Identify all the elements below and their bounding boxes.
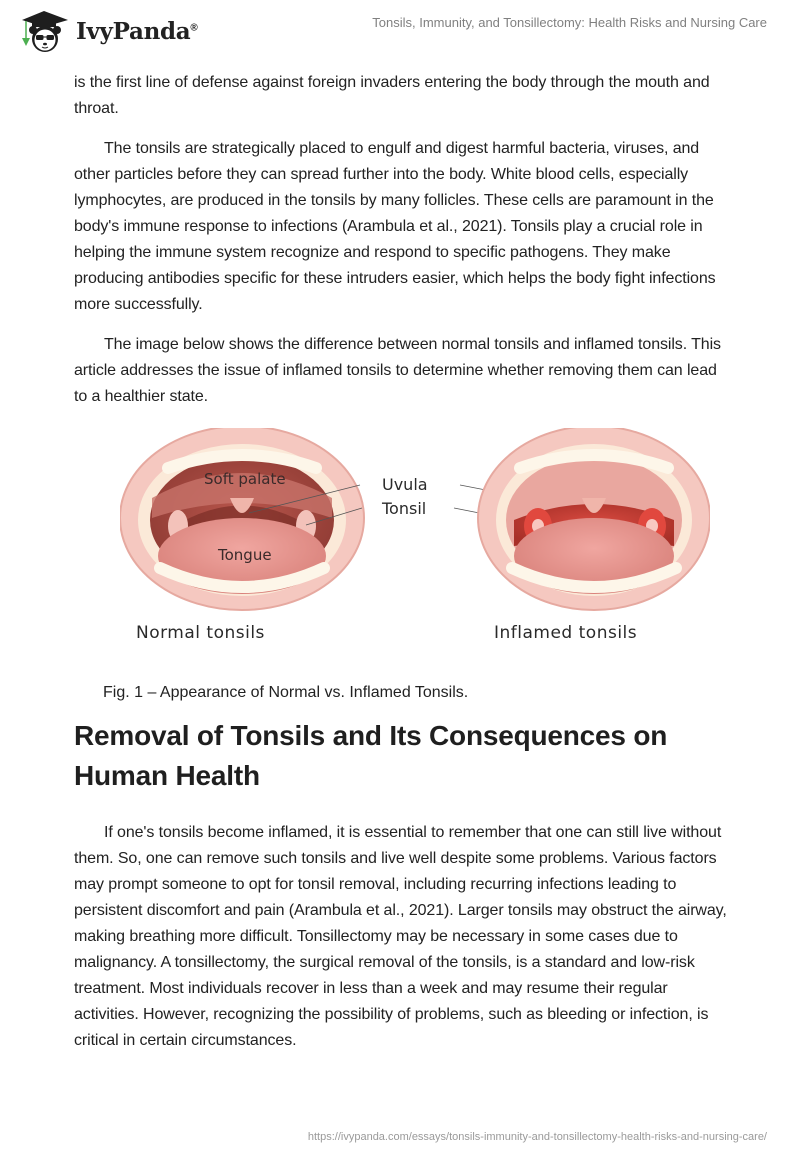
tonsils-figure [120,428,710,648]
ivypanda-logo[interactable] [16,8,197,54]
panda-graduate-icon [16,8,72,54]
source-url[interactable]: https://ivypanda.com/essays/tonsils-immunity-and-tonsillectomy-health-risks-and-nursing-care/ [307,1131,767,1143]
brand-name: IvyPanda® [76,17,198,45]
tonsils-illustration [120,428,710,648]
page-header [0,0,800,62]
paragraph: The image below shows the difference between normal tonsils and inflamed tonsils. This article addresses the issue of inflamed tonsils to determine whether removing them can lead to a healthier state. [74,336,721,405]
article-body [74,70,734,410]
label-normal-tonsils: Normal tonsils [136,623,265,643]
paragraph: The tonsils are strategically placed to engulf and digest harmful bacteria, viruses, and other particles before they can spread further into the body. White blood cells, especially lymphocytes, are produced in the tonsils by many follicles. These cells are paramount in the body's immune response to infections (Arambula et al., 2021). Tonsils play a crucial role in helping the immune system recognize and respond to specific pathogens. They make producing antibodies specific for these intruders easier, which helps the body fight infections more successfully. [74,140,716,313]
document-title: Tonsils, Immunity, and Tonsillectomy: Health Risks and Nursing Care [372,15,767,30]
label-uvula: Uvula [382,475,428,494]
inflamed-mouth [478,428,710,610]
label-tonsil: Tonsil [382,499,427,518]
paragraph: If one's tonsils become inflamed, it is essential to remember that one can still live without them. So, one can remove such tonsils and live well despite some problems. Various factors may prompt someone to opt for tonsil removal, including recurring infections leading to persistent discomfort and pain (Arambula et al., 2021). Larger tonsils may obstruct the airway, making breathing more difficult. Tonsillectomy may be necessary in some cases due to malignancy. A tonsillectomy, the surgical removal of the tonsils, is a standard and low-risk treatment. Most individuals recover in less than a week and may resume their regular activities. However, recognizing the possibility of problems, such as bleeding or infection, is critical in certain circumstances. [74,824,727,1049]
section-body [74,820,734,1054]
paragraph: is the first line of defense against foreign invaders entering the body through the mouth and throat. [74,74,710,117]
section-heading: Removal of Tonsils and Its Consequences on Human Health [74,720,668,791]
label-tongue: Tongue [218,546,272,564]
normal-mouth [120,428,364,610]
label-inflamed-tonsils: Inflamed tonsils [494,623,638,643]
figure-caption: Fig. 1 – Appearance of Normal vs. Inflamed Tonsils. [103,684,469,701]
label-soft-palate: Soft palate [204,470,286,488]
